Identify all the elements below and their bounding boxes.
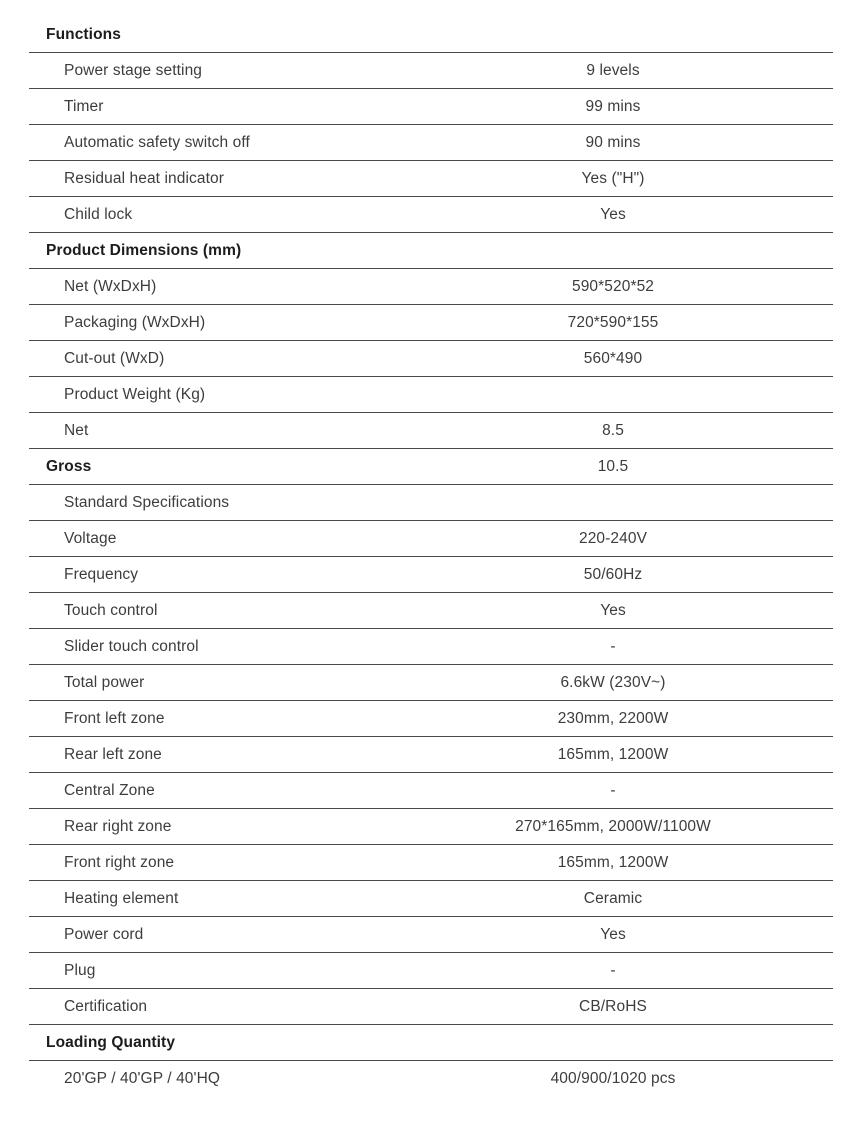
spec-label: Front left zone (64, 709, 165, 727)
spec-row (29, 881, 833, 917)
spec-value: 165mm, 1200W (557, 745, 669, 763)
spec-value: 6.6kW (230V~) (560, 673, 666, 691)
spec-label: Certification (64, 997, 148, 1015)
spec-label: Net (WxDxH) (64, 277, 157, 295)
spec-label: Power stage setting (64, 61, 203, 79)
spec-row (29, 377, 833, 413)
spec-row (29, 269, 833, 305)
spec-row (29, 413, 833, 449)
spec-value: 230mm, 2200W (557, 709, 669, 727)
spec-label: 20'GP / 40'GP / 40'HQ (64, 1070, 221, 1087)
spec-label: Packaging (WxDxH) (64, 313, 206, 331)
spec-row (29, 809, 833, 845)
spec-row (29, 53, 833, 89)
spec-row (29, 665, 833, 701)
spec-row (29, 557, 833, 593)
spec-row (29, 845, 833, 881)
spec-value: 270*165mm, 2000W/1100W (515, 817, 711, 835)
spec-value: 720*590*155 (567, 313, 659, 331)
spec-row (29, 773, 833, 809)
spec-value: - (610, 781, 616, 799)
spec-label: Slider touch control (64, 637, 199, 655)
spec-row (29, 341, 833, 377)
spec-row (29, 989, 833, 1025)
spec-value: CB/RoHS (579, 997, 647, 1015)
spec-label: Total power (64, 673, 145, 691)
spec-row (29, 737, 833, 773)
spec-value: 8.5 (602, 421, 624, 439)
spec-value: Ceramic (583, 889, 643, 907)
spec-value: Yes (600, 925, 626, 943)
section-title: Functions (46, 25, 121, 43)
spec-value: Yes ("H") (581, 169, 645, 187)
spec-value: 99 mins (585, 97, 641, 115)
spec-label: Net (64, 421, 89, 439)
spec-row (29, 485, 833, 521)
spec-value: 50/60Hz (583, 565, 643, 583)
spec-label: Timer (64, 97, 104, 115)
spec-value: - (610, 961, 616, 979)
spec-label: Touch control (64, 601, 158, 619)
spec-label: Product Weight (Kg) (64, 385, 206, 403)
spec-value: 590*520*52 (571, 277, 655, 295)
spec-value: Yes (600, 601, 626, 619)
spec-value: 400/900/1020 pcs (550, 1070, 676, 1087)
spec-row (29, 917, 833, 953)
spec-row (29, 125, 833, 161)
spec-row (29, 953, 833, 989)
spec-value: 165mm, 1200W (557, 853, 669, 871)
spec-row (29, 701, 833, 737)
spec-label: Frequency (64, 565, 139, 583)
spec-label: Standard Specifications (64, 493, 230, 511)
spec-label: Voltage (64, 529, 117, 547)
spec-row (29, 89, 833, 125)
spec-row (29, 197, 833, 233)
section-header-row (29, 233, 833, 269)
spec-label: Rear left zone (64, 745, 162, 763)
spec-row (29, 305, 833, 341)
spec-value: 9 levels (586, 61, 640, 79)
spec-label: Cut-out (WxD) (64, 349, 165, 367)
spec-label: Plug (64, 961, 96, 979)
spec-row (29, 1061, 833, 1097)
section-title: Product Dimensions (mm) (46, 241, 242, 259)
spec-value: 560*490 (583, 349, 643, 367)
spec-label: Residual heat indicator (64, 169, 224, 187)
section-header-row (29, 17, 833, 53)
spec-value: - (610, 637, 616, 655)
spec-row (29, 593, 833, 629)
spec-label: Gross (46, 457, 92, 475)
spec-row (29, 161, 833, 197)
spec-row (29, 449, 833, 485)
spec-value: 90 mins (585, 133, 641, 151)
spec-label: Front right zone (64, 853, 175, 871)
spec-label: Power cord (64, 925, 144, 943)
spec-label: Heating element (64, 889, 179, 907)
spec-label: Rear right zone (64, 817, 172, 835)
spec-row (29, 521, 833, 557)
spec-value: 10.5 (597, 457, 629, 475)
section-header-row (29, 1025, 833, 1061)
spec-label: Automatic safety switch off (64, 133, 250, 151)
spec-label: Central Zone (64, 781, 155, 799)
spec-table (29, 17, 833, 1097)
spec-row (29, 629, 833, 665)
section-title: Loading Quantity (46, 1033, 176, 1051)
spec-value: 220-240V (578, 529, 648, 547)
spec-value: Yes (600, 205, 626, 223)
spec-label: Child lock (64, 205, 133, 223)
